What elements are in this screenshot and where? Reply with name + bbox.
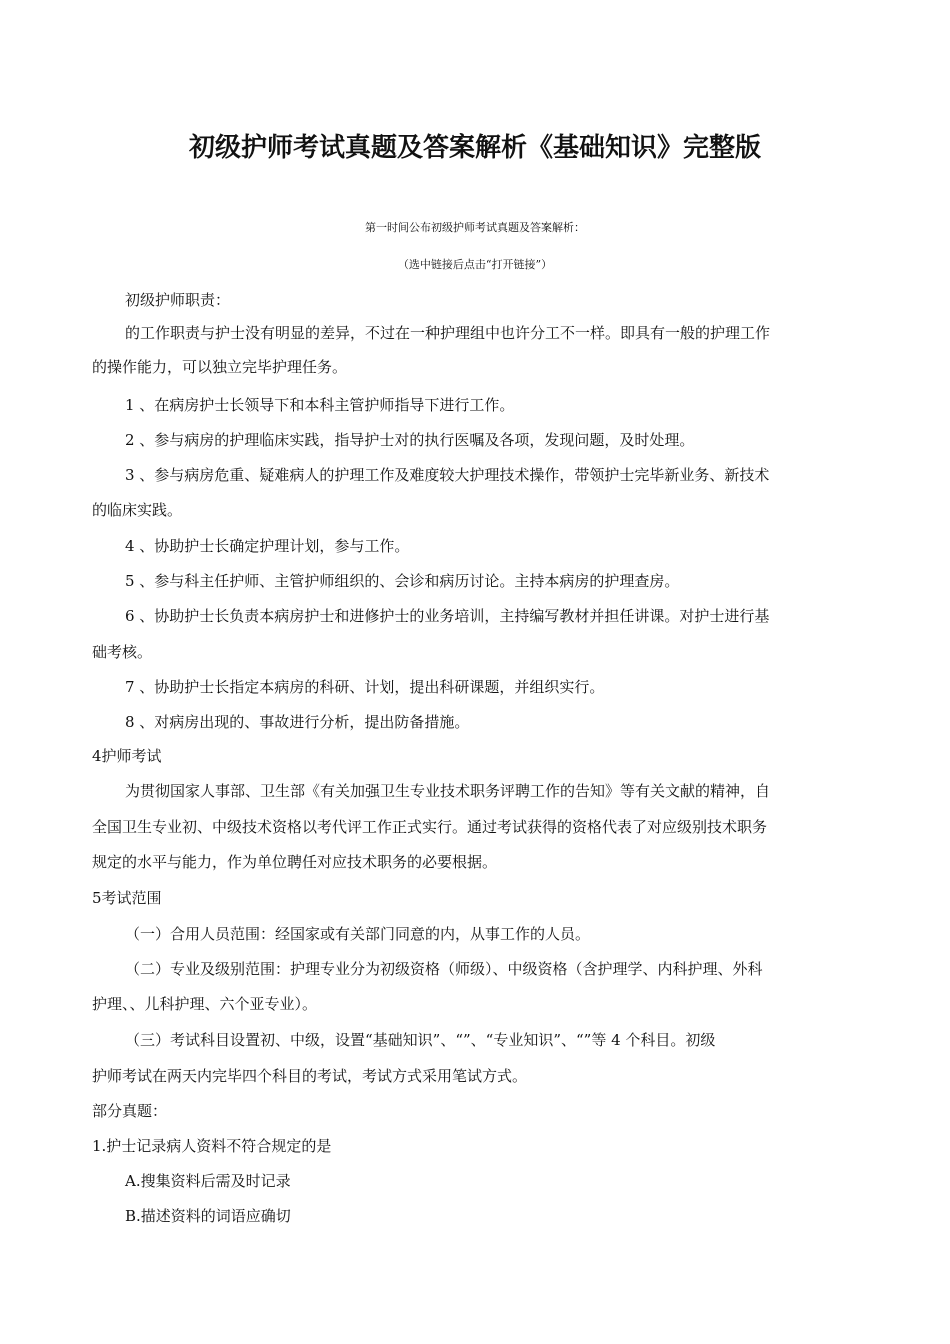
question-1-option-a: A.搜集资料后需及时记录 [125,1172,291,1190]
scope-item-2-line-2: 护理、、儿科护理、六个亚专业）。 [92,995,318,1013]
duty-item-1: 1 、在病房护士长领导下和本科主管护师指导下进行工作。 [125,396,515,414]
duty-item-8: 8 、对病房出现的、事故进行分析，提出防备措施。 [125,713,470,731]
duty-item-6-line-1: 6 、协助护士长负责本病房护士和进修护士的业务培训，主持编写教材并担任讲课。对护士进行基 [125,607,770,625]
exam-heading: 4护师考试 [92,747,162,765]
duty-item-7: 7 、协助护士长指定本病房的科研、计划，提出科研课题，并组织实行。 [125,678,605,696]
duties-paragraph-line-2: 的操作能力，可以独立完毕护理任务。 [92,358,348,376]
duties-paragraph-line-1: 的工作职责与护士没有明显的差异，不过在一种护理组中也许分工不一样。即具有一般的护理工作 [125,324,771,342]
scope-item-3-line-1: （三）考试科目设置初、中级，设置“基础知识”、“”、“专业知识”、“”等 4 个科目。初级 [125,1031,716,1049]
question-1: 1.护士记录病人资料不符合规定的是 [92,1137,332,1155]
question-1-option-b: B.描述资料的词语应确切 [125,1207,291,1225]
scope-item-1: （一）合用人员范围：经国家或有关部门同意的内，从事工作的人员。 [125,925,591,943]
scope-heading: 5考试范围 [92,889,162,907]
intro-line-1: 第一时间公布初级护师考试真题及答案解析： [365,221,585,234]
duty-item-2: 2 、参与病房的护理临床实践，指导护士对的执行医嘱及各项，发现问题，及时处理。 [125,431,695,449]
intro-line-2: （选中链接后点击“打开链接”） [397,258,553,271]
scope-item-2-line-1: （二）专业及级别范围：护理专业分为初级资格（师级）、中级资格（含护理学、内科护理、外科 [125,960,763,978]
scope-item-3-line-2: 护师考试在两天内完毕四个科目的考试，考试方式采用笔试方式。 [92,1067,528,1085]
duty-item-3-line-1: 3 、参与病房危重、疑难病人的护理工作及难度较大护理技术操作，带领护士完毕新业务、新技术 [125,466,770,484]
duty-item-6-line-2: 础考核。 [92,643,153,661]
exam-paragraph-line-2: 全国卫生专业初、中级技术资格以考代评工作正式实行。通过考试获得的资格代表了对应级别技术职务 [92,818,768,836]
duty-item-5: 5 、参与科主任护师、主管护师组织的、会诊和病历讨论。主持本病房的护理查房。 [125,572,680,590]
document-title: 初级护师考试真题及答案解析《基础知识》完整版 [188,133,761,163]
duty-item-4: 4 、协助护士长确定护理计划，参与工作。 [125,537,410,555]
exam-paragraph-line-1: 为贯彻国家人事部、卫生部《有关加强卫生专业技术职务评聘工作的告知》等有关文献的精神，自 [125,782,771,800]
duties-heading: 初级护师职责： [125,291,231,309]
duty-item-3-line-2: 的临床实践。 [92,501,183,519]
questions-heading: 部分真题： [92,1102,168,1120]
exam-paragraph-line-3: 规定的水平与能力，作为单位聘任对应技术职务的必要根据。 [92,853,498,871]
